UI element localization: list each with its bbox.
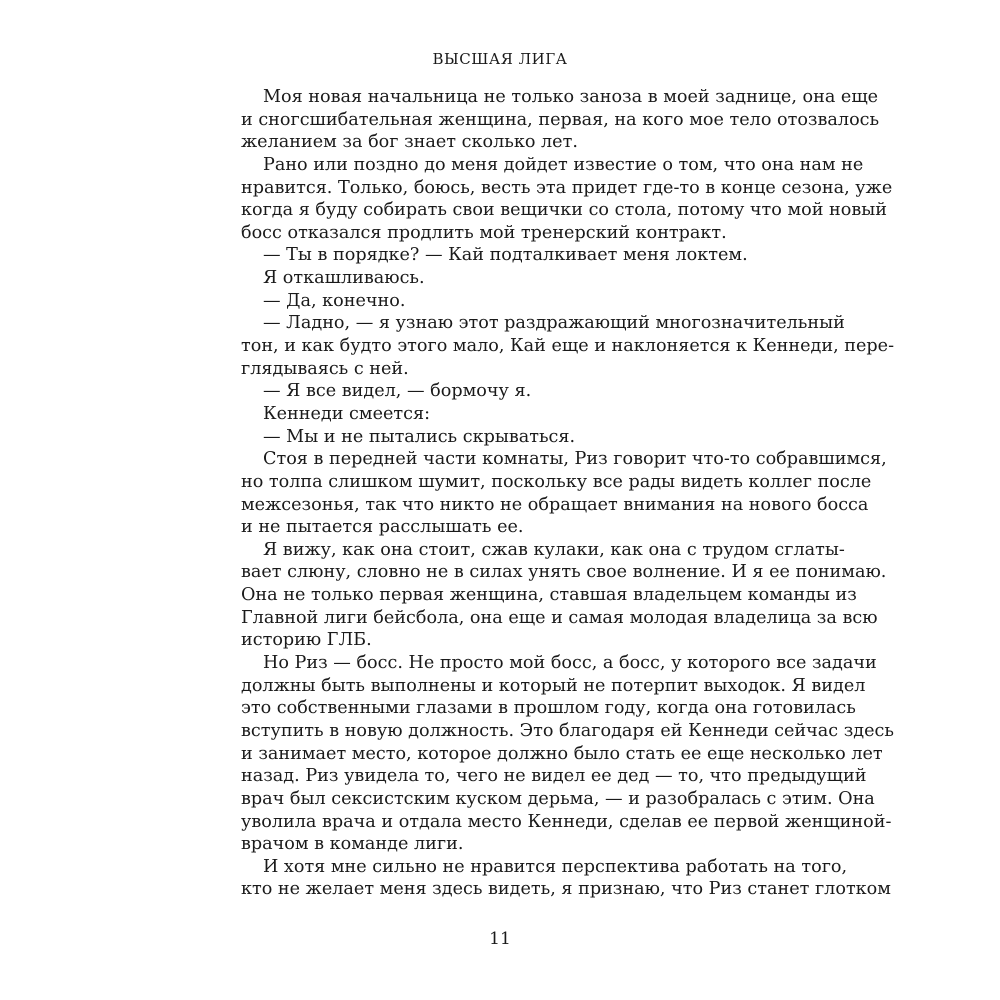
text-line: кто не желает меня здесь видеть, я признаю, что Риз станет глотком: [241, 879, 891, 900]
text-line: тон, и как будто этого мало, Кай еще и наклоняется к Кеннеди, пере-: [241, 336, 895, 357]
text-line: когда я буду собирать свои вещички со стола, потому что мой новый: [241, 200, 888, 221]
text-line: историю ГЛБ.: [241, 630, 372, 651]
body-text: [241, 86, 895, 901]
text-line: босс отказался продлить мой тренерский контракт.: [241, 222, 727, 243]
text-line: — Ты в порядке? — Кай подталкивает меня локтем.: [263, 245, 748, 266]
text-line: Я вижу, как она стоит, сжав кулаки, как она с трудом сглаты-: [263, 539, 845, 560]
text-line: желанием за бог знает сколько лет.: [241, 132, 578, 153]
text-line: Главной лиги бейсбола, она еще и самая молодая владелица за всю: [241, 607, 878, 628]
text-line: вступить в новую должность. Это благодаря ей Кеннеди сейчас здесь: [241, 720, 894, 741]
text-line: И хотя мне сильно не нравится перспектива работать на того,: [263, 856, 848, 877]
text-line: Моя новая начальница не только заноза в моей заднице, она еще: [263, 87, 879, 107]
running-header: ВЫСШАЯ ЛИГА: [432, 50, 568, 68]
text-line: и не пытается расслышать ее.: [241, 517, 524, 538]
text-line: вает слюну, словно не в силах унять свое волнение. И я ее понимаю.: [241, 562, 887, 583]
text-line: межсезонья, так что никто не обращает внимания на нового босса: [241, 494, 869, 515]
text-line: глядываясь с ней.: [241, 358, 409, 379]
text-line: нравится. Только, боюсь, весть эта придет где-то в конце сезона, уже: [241, 177, 893, 198]
text-line: — Я все видел, — бормочу я.: [263, 381, 532, 402]
text-line: — Мы и не пытались скрываться.: [263, 426, 576, 447]
text-line: врачом в команде лиги.: [241, 834, 464, 855]
text-line: Стоя в передней части комнаты, Риз говорит что-то собравшимся,: [263, 449, 887, 470]
text-line: и сногсшибательная женщина, первая, на кого мое тело отозвалось: [241, 109, 880, 130]
text-line: и занимает место, которое должно было стать ее еще несколько лет: [241, 743, 883, 764]
text-line: Кеннеди смеется:: [263, 403, 431, 424]
text-line: должны быть выполнены и который не потерпит выходок. Я видел: [241, 675, 866, 696]
text-line: это собственными глазами в прошлом году, когда она готовилась: [241, 698, 856, 719]
text-line: но толпа слишком шумит, поскольку все рады видеть коллег после: [241, 471, 872, 492]
text-line: Рано или поздно до меня дойдет известие о том, что она нам не: [263, 154, 864, 175]
text-line: Я откашливаюсь.: [263, 268, 425, 289]
text-line: Но Риз — босс. Не просто мой босс, а босс, у которого все задачи: [263, 653, 877, 674]
text-line: уволила врача и отдала место Кеннеди, сделав ее первой женщиной-: [241, 811, 892, 832]
text-line: врач был сексистским куском дерьма, — и разобралась с этим. Она: [241, 788, 875, 809]
text-line: Она не только первая женщина, ставшая владельцем команды из: [241, 585, 857, 606]
page-number: 11: [489, 929, 511, 949]
text-line: — Ладно, — я узнаю этот раздражающий многозначительный: [263, 313, 845, 334]
text-line: — Да, конечно.: [263, 290, 406, 311]
text-line: назад. Риз увидела то, чего не видел ее дед — то, что предыдущий: [241, 766, 867, 787]
